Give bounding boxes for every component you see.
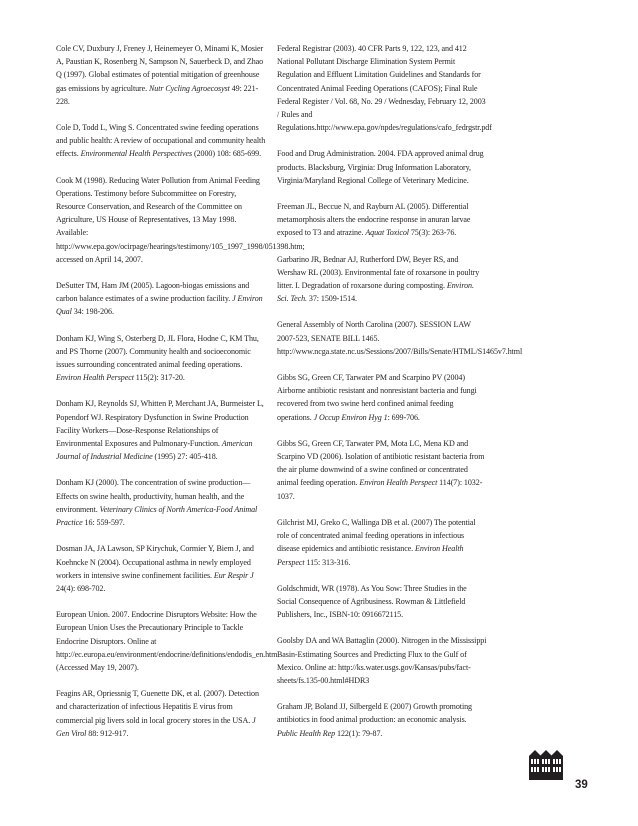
- reference-entry: Gilchrist MJ, Greko C, Wallinga DB et al. (2007) The potential role of concentrated animal feeding operations in infectious disease epidemics and antibiotic resistance. Environ Health Perspect 115: 313-316.: [277, 517, 476, 567]
- reference-entry: Cook M (1998). Reducing Water Pollution from Animal Feeding Operations. Testimony before Subcommittee on Forestry, Resource Conservation, and Research of the Committee on Agriculture, US House of Representatives, 13 May 1998. Available: http://www.epa.gov/ocirpage/hearings/testimony/105_1997_1998/051398.htm; accessed on April 14, 2007.: [56, 175, 305, 264]
- reference-entry: Goldschmidt, WR (1978). As You Sow: Three Studies in the Social Consequence of Agribusiness. Rowman & Littlefield Publishers, Inc., ISBN-10: 0916672115.: [277, 583, 467, 620]
- reference-entry: Donham KJ, Wing S, Osterberg D, JL Flora, Hodne C, KM Thu, and PS Thorne (2007). Community health and socioeconomic issues surrounding concentrated animal feeding operations. Environ Health Perspect 115(2): 317-20.: [56, 333, 259, 383]
- reference-entry: Gibbs SG, Green CF, Tarwater PM and Scarpino PV (2004) Airborne antibiotic resistant and nonresistant bacteria and fungi recovered from two swine herd confined animal feeding operations. J Occup Environ Hyg 1: 699-706.: [277, 373, 477, 422]
- reference-entry: Federal Registrar (2003). 40 CFR Parts 9, 122, 123, and 412 National Pollutant Discharge Elimination System Permit Regulation and Effluent Limitation Guidelines and Standards for Concentrated Animal Feeding Operations (CAFOS); Final Rule Federal Register / Vol. 68, No. 29 / Wednesday, February 12, 2003 / Rules and Regulations.http://www.epa.gov/npdes/regulations/cafo_fedrgstr.pdf: [277, 44, 492, 133]
- reference-entry: Cole CV, Duxbury J, Freney J, Heinemeyer O, Minami K, Mosier A, Paustian K, Rosenberg N, Sampson N, Sauerbeck D, and Zhao Q (1997). Global estimates of potential mitigation of greenhouse gas emissions by agriculture. Nutr Cycling Agroecosyst 49: 221-228.: [56, 44, 264, 106]
- reference-entry: Garbarino JR, Bednar AJ, Rutherford DW, Beyer RS, and Wershaw RL (2003). Environmental fate of roxarsone in poultry litter. I. Degradation of roxarsone during composting. Environ. Sci. Tech. 37: 1509-1514.: [277, 254, 480, 304]
- reference-entry: Feagins AR, Opriessnig T, Guenette DK, et al. (2007). Detection and characterization of infectious Hepatitis E virus from commercial pig livers sold in local grocery stores in the USA. J Gen Virol 88: 912-917.: [56, 689, 259, 738]
- reference-entry: Graham JP, Boland JJ, Silbergeld E (2007) Growth promoting antibiotics in food animal production: an economic analysis. Public Health Rep 122(1): 79-87.: [277, 702, 472, 738]
- reference-entry: European Union. 2007. Endocrine Disruptors Website: How the European Union Uses the Precautionary Principle to Tackle Endocrine Disruptors. Online at http://ec.europa.eu/environment/endocrine/definitions/endodis_en.htm (Accessed May 19, 2007).: [56, 610, 278, 672]
- reference-entry: Food and Drug Administration. 2004. FDA approved animal drug products. Blacksburg, Virginia: Drug Information Laboratory, Virginia/Maryland Regional College of Veterinary Medicine.: [277, 149, 484, 185]
- reference-entry: DeSutter TM, Ham JM (2005). Lagoon-biogas emissions and carbon balance estimates of a swine production facility. J Environ Qual 34: 198-206.: [56, 281, 263, 317]
- reference-entry: Goolsby DA and WA Battaglin (2000). Nitrogen in the Mississippi Basin-Estimating Sources and Predicting Flux to the Gulf of Mexico. Online at: http://ks.water.usgs.gov/Kansas/pubs/fact-sheets/fs.135-00.html#HDR3: [277, 636, 487, 685]
- reference-entry: Donham KJ, Reynolds SJ, Whitten P, Merchant JA, Burmeister L, Popendorf WJ. Respiratory Dysfunction in Swine Production Facility Workers—Dose-Response Relationships of Environmental Exposures and Pulmonary-Function. American Journal of Industrial Medicine (1995) 27: 405-418.: [56, 399, 264, 462]
- reference-entry: Dosman JA, JA Lawson, SP Kirychuk, Cormier Y, Biem J, and Koehncke N (2004). Occupational asthma in newly employed workers in intensive swine confinement facilities. Eur Respir J 24(4): 698-702.: [56, 544, 254, 593]
- references-left-column: [56, 42, 305, 753]
- reference-entry: General Assembly of North Carolina (2007). SESSION LAW 2007-523, SENATE BILL 1465. http://www.ncga.state.nc.us/Sessions/2007/Bills/Senate/HTML/S1465v7.html: [277, 320, 523, 356]
- reference-entry: Donham KJ (2000). The concentration of swine production—Effects on swine health, productivity, human health, and the environment. Veterinary Clinics of North America-Food Animal Practice 16: 559-597.: [56, 478, 258, 528]
- reference-entry: Cole D, Todd L, Wing S. Concentrated swine feeding operations and public health: A review of occupational and community health effects. Environmental Health Perspectives (2000) 108: 685-699.: [56, 123, 266, 159]
- references-right-column: [277, 42, 523, 753]
- building-logo-icon: [529, 750, 563, 780]
- page-number: 39: [575, 779, 588, 791]
- reference-entry: Gibbs SG, Green CF, Tarwater PM, Mota LC, Mena KD and Scarpino VD (2006). Isolation of antibiotic resistant bacteria from the air plume downwind of a swine confined or concentrated animal feeding operation. Environ Health Perspect 114(7): 1032-1037.: [277, 438, 485, 501]
- reference-entry: Freeman JL, Beccue N, and Rayburn AL (2005). Differential metamorphosis alters the endocrine response in anuran larvae exposed to T3 and atrazine. Aquat Toxicol 75(3): 263-76.: [277, 202, 471, 238]
